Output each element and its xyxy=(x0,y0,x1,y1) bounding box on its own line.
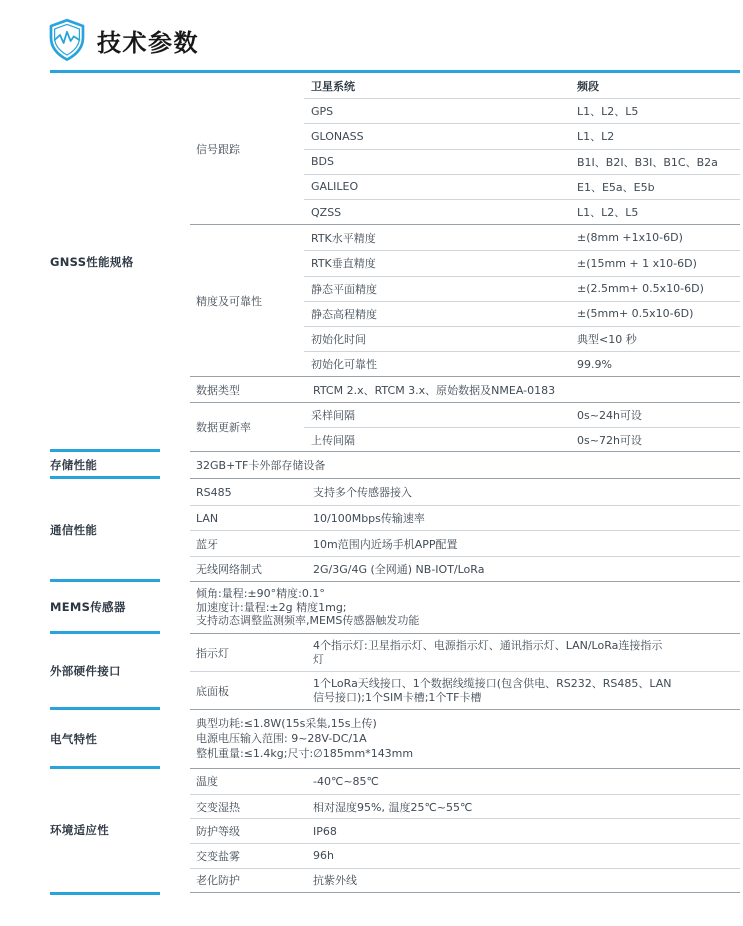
section-label-hardware: 外部硬件接口 xyxy=(50,664,121,679)
spec-value: 10/100Mbps传输速率 xyxy=(313,512,425,525)
spec-value: ±(5mm+ 0.5x10-6D) xyxy=(577,307,694,321)
spec-value: 99.9% xyxy=(577,357,612,371)
satellite-system: GLONASS xyxy=(311,129,364,143)
spec-key: RS485 xyxy=(196,485,232,499)
spec-value: 10m范围内近场手机APP配置 xyxy=(313,537,458,551)
spec-value: 2G/3G/4G (全网通) NB-IOT/LoRa xyxy=(313,563,485,576)
spec-key: 上传间隔 xyxy=(311,433,355,447)
block-signal-tracking xyxy=(190,73,740,224)
spec-value: 相对湿度95%, 温度25℃~55℃ xyxy=(313,800,473,814)
spec-key: 交变盐雾 xyxy=(196,849,240,863)
spec-key: 无线网络制式 xyxy=(196,563,262,576)
spec-key: 初始化可靠性 xyxy=(311,358,377,372)
block-update-rate xyxy=(190,402,740,451)
section-body-electrical xyxy=(190,709,740,768)
table-row xyxy=(304,149,740,174)
table-row xyxy=(304,123,740,148)
section-label-storage: 存储性能 xyxy=(50,457,98,472)
table-row xyxy=(304,225,740,250)
section-storage xyxy=(50,451,740,478)
spec-line: 倾角:量程:±90°精度:0.1° xyxy=(196,587,325,601)
spec-key: 静态高程精度 xyxy=(311,307,377,321)
update-rate-label: 数据更新率 xyxy=(196,421,251,435)
section-label-electrical: 电气特性 xyxy=(50,731,98,746)
table-row xyxy=(304,276,740,301)
column-header-satellite-system: 卫星系统 xyxy=(311,79,355,93)
table-row xyxy=(304,199,740,224)
table-row xyxy=(304,301,740,326)
spec-key: 采样间隔 xyxy=(311,409,355,423)
spec-value: IP68 xyxy=(313,824,337,838)
bottom-accent-line xyxy=(50,892,160,895)
spec-line: 电源电压输入范围: 9~28V-DC/1A xyxy=(196,732,367,745)
table-row xyxy=(190,818,740,843)
section-label-communication: 通信性能 xyxy=(50,522,98,537)
table-row xyxy=(190,505,740,531)
spec-value: 0s~72h可设 xyxy=(577,433,642,447)
spec-key: LAN xyxy=(196,511,219,525)
spec-value: 1个LoRa天线接口、1个数据线缆接口(包含供电、RS232、RS485、LAN信号接口);1个SIM卡槽;1个TF卡槽 xyxy=(313,677,672,704)
spec-key: 静态平面精度 xyxy=(311,282,377,296)
section-label-mems: MEMS传感器 xyxy=(50,600,126,615)
spec-key: 初始化时间 xyxy=(311,332,366,346)
electrical-spec-text xyxy=(190,710,740,768)
page-header xyxy=(0,0,743,68)
band-value: L1、L2、L5 xyxy=(577,105,639,119)
section-gnss xyxy=(50,73,740,451)
block-accuracy xyxy=(190,224,740,376)
section-electrical xyxy=(50,709,740,768)
spec-key: RTK垂直精度 xyxy=(311,257,376,271)
page-title: 技术参数 xyxy=(97,28,199,57)
section-body-communication xyxy=(190,478,740,581)
bottom-gray-line xyxy=(190,892,740,893)
spec-key: 防护等级 xyxy=(196,825,240,839)
spec-value: 0s~24h可设 xyxy=(577,409,642,423)
band-value: L1、L2、L5 xyxy=(577,206,639,220)
spec-value: 32GB+TF卡外部存储设备 xyxy=(196,459,326,473)
table-row xyxy=(190,530,740,556)
spec-table xyxy=(50,70,740,895)
satellite-system: GPS xyxy=(311,104,334,118)
row-data-type xyxy=(190,376,740,402)
satellite-system: QZSS xyxy=(311,205,342,219)
band-value: B1I、B2I、B3I、B1C、B2a xyxy=(577,155,718,169)
spec-key: 底面板 xyxy=(196,684,229,698)
spec-key: 指示灯 xyxy=(196,646,229,660)
section-environment xyxy=(50,768,740,892)
signal-tracking-table xyxy=(304,73,740,224)
section-body-storage xyxy=(190,451,740,478)
spec-key: 温度 xyxy=(196,775,218,789)
section-body-hardware xyxy=(190,633,740,709)
accuracy-label: 精度及可靠性 xyxy=(196,294,262,308)
spec-line: 整机重量:≤1.4kg;尺寸:∅185mm*143mm xyxy=(196,746,414,760)
satellite-system: BDS xyxy=(311,155,334,169)
spec-value: 抗紫外线 xyxy=(313,874,357,888)
table-row xyxy=(190,769,740,794)
table-row xyxy=(190,868,740,893)
spec-key: 蓝牙 xyxy=(196,537,218,551)
spec-value: ±(15mm + 1 x10-6D) xyxy=(577,256,697,270)
column-header-band: 频段 xyxy=(577,79,599,93)
spec-key: 数据类型 xyxy=(196,383,240,397)
section-label-environment: 环境适应性 xyxy=(50,823,109,838)
table-row xyxy=(190,794,740,819)
table-row xyxy=(304,98,740,123)
section-communication xyxy=(50,478,740,581)
section-hardware xyxy=(50,633,740,709)
spec-line: 加速度计:量程:±2g 精度1mg; xyxy=(196,600,347,614)
spec-value: 4个指示灯:卫星指示灯、电源指示灯、通讯指示灯、LAN/LoRa连接指示灯 xyxy=(313,639,663,666)
table-row xyxy=(190,479,740,505)
section-body-mems xyxy=(190,581,740,633)
spec-value: ±(8mm +1x10-6D) xyxy=(577,231,683,245)
spec-value: 96h xyxy=(313,849,334,863)
band-value: L1、L2 xyxy=(577,130,615,144)
spec-value: ±(2.5mm+ 0.5x10-6D) xyxy=(577,282,704,296)
accuracy-table xyxy=(304,225,740,376)
shield-wave-icon xyxy=(46,18,88,62)
spec-line: 典型功耗:≤1.8W(15s采集,15s上传) xyxy=(196,717,377,731)
table-row xyxy=(304,427,740,451)
section-label-gnss: GNSS性能规格 xyxy=(50,255,134,270)
spec-value: 支持多个传感器接入 xyxy=(313,486,412,499)
table-row xyxy=(304,326,740,351)
spec-value: 典型<10 秒 xyxy=(577,332,637,346)
table-row xyxy=(304,351,740,376)
signal-header-row xyxy=(304,73,740,98)
table-row xyxy=(304,403,740,427)
spec-key: 老化防护 xyxy=(196,874,240,888)
band-value: E1、E5a、E5b xyxy=(577,180,655,194)
spec-value: RTCM 2.x、RTCM 3.x、原始数据及NMEA-0183 xyxy=(313,383,556,397)
table-row xyxy=(190,843,740,868)
table-bottom-rule xyxy=(50,892,740,895)
table-row xyxy=(190,671,740,709)
table-row xyxy=(190,634,740,671)
table-row xyxy=(304,174,740,199)
table-row xyxy=(190,556,740,582)
spec-value: -40℃~85℃ xyxy=(313,774,379,788)
spec-key: RTK水平精度 xyxy=(311,231,376,245)
satellite-system: GALILEO xyxy=(311,180,359,194)
section-body-environment xyxy=(190,768,740,892)
spec-line: 支持动态调整监测频率,MEMS传感器触发功能 xyxy=(196,614,420,628)
section-mems xyxy=(50,581,740,633)
signal-tracking-label: 信号跟踪 xyxy=(196,142,240,156)
mems-spec-text xyxy=(190,582,740,633)
table-row xyxy=(304,250,740,275)
section-body-gnss xyxy=(190,73,740,451)
update-rate-table xyxy=(304,403,740,451)
spec-key: 交变湿热 xyxy=(196,800,240,814)
